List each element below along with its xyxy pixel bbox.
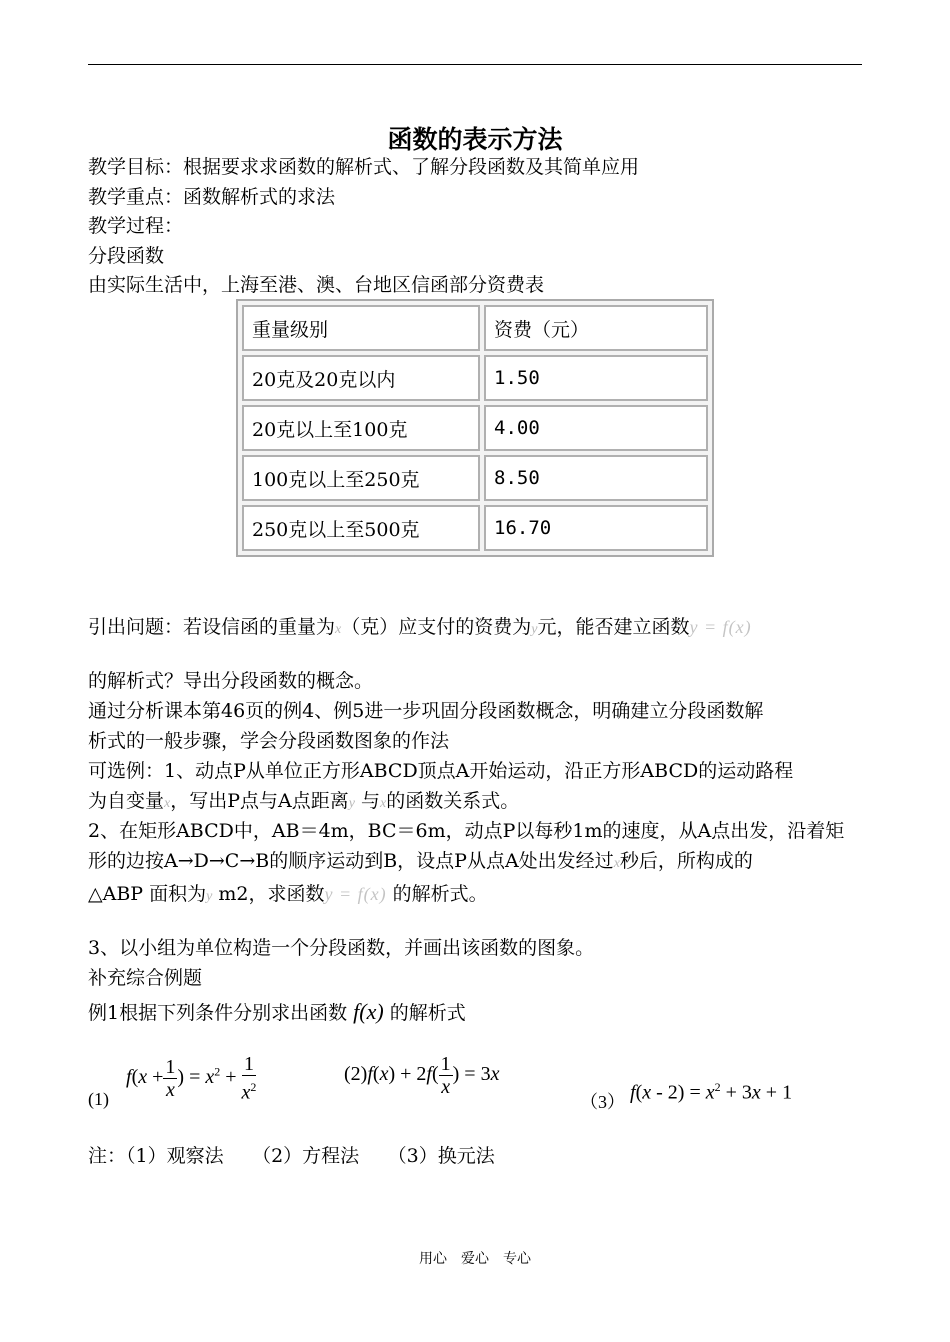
table-row [242,455,708,501]
section-piecewise: 分段函数 [88,245,165,267]
table-header-row [242,305,708,351]
example2-line-1: 2、在矩形ABCD中，AB＝4m，BC＝6m，动点P以每秒1m的速度，从A点出发，沿着矩 [88,820,845,842]
header-rule [88,64,862,65]
analysis-line-1: 通过分析课本第46页的例4、例5进一步巩固分段函数概念，明确建立分段函数解 [88,700,764,722]
table-row [242,355,708,401]
function-fx: f(x) [353,999,384,1024]
var-y-image: y [531,622,538,637]
fee-cell: 16.70 [484,505,708,551]
equation-1: f(x + $\frac{1}{x}$ ) = $x^2$ + $\frac{1}{x^2}$ [126,1053,257,1104]
header-fee: 资费（元） [484,305,708,351]
var-x-image: x [335,622,342,637]
fee-cell: 1.50 [484,355,708,401]
page-title: 函数的表示方法 [387,125,563,154]
example2-line-3: △ABP 面积为y m2，求函数y = f(x) 的解析式。 [88,883,488,905]
weight-cell: 20克及20克以内 [242,355,480,401]
fee-cell: 4.00 [484,405,708,451]
page-footer: 用心 爱心 专心 [419,1251,531,1267]
var-x-image: x [380,796,387,811]
equation-label-1: (1) [88,1089,109,1109]
weight-cell: 100克以上至250克 [242,455,480,501]
function-y-fx-image: y = f(x) [324,884,387,904]
example-intro: 例1根据下列条件分别求出函数 f(x) 的解析式 [88,999,466,1024]
weight-cell: 250克以上至500克 [242,505,480,551]
equation-3: $f(x - 2) = x^2 + 3x + 1$ [630,1080,793,1104]
postage-table [236,299,714,557]
analysis-line-2: 析式的一般步骤，学会分段函数图象的作法 [88,730,450,752]
weight-cell: 20克以上至100克 [242,405,480,451]
question-line: 引出问题：若设信函的重量为x（克）应支付的资费为y元，能否建立函数y = f(x) [88,616,752,638]
question-line-2: 的解析式？导出分段函数的概念。 [88,670,374,692]
table-intro: 由实际生活中，上海至港、澳、台地区信函部分资费表 [88,274,545,296]
table-row [242,505,708,551]
example2-line-2: 形的边按A→D→C→B的顺序运动到B，设点P从点A处出发经过x秒后，所构成的 [88,850,753,872]
supplement-heading: 补充综合例题 [88,967,203,989]
note-methods: 注：（1）观察法 （2）方程法 （3）换元法 [88,1145,495,1167]
var-y-image: y [348,796,355,811]
var-y-image: y [206,889,213,904]
header-weight: 重量级别 [242,305,480,351]
teaching-goal: 教学目标：根据要求求函数的解析式、了解分段函数及其简单应用 [88,156,640,178]
function-y-fx-image: y = f(x) [689,617,752,637]
equation-2: (2)f(x) + 2f( $\frac{1}{x}$ ) = 3x [344,1053,500,1098]
fee-cell: 8.50 [484,455,708,501]
example1-line-2: 为自变量x，写出P点与A点距离y 与x的函数关系式。 [88,790,520,812]
teaching-focus: 教学重点：函数解析式的求法 [88,186,336,208]
example1-line-1: 可选例：1、动点P从单位正方形ABCD顶点A开始运动，沿正方形ABCD的运动路程 [88,760,794,782]
teaching-process: 教学过程： [88,215,184,237]
var-x-image: x [613,856,620,871]
equation-label-3: （3） [580,1092,625,1112]
table-row [242,405,708,451]
var-x-image: x [164,796,171,811]
example3-line: 3、以小组为单位构造一个分段函数，并画出该函数的图象。 [88,937,595,959]
